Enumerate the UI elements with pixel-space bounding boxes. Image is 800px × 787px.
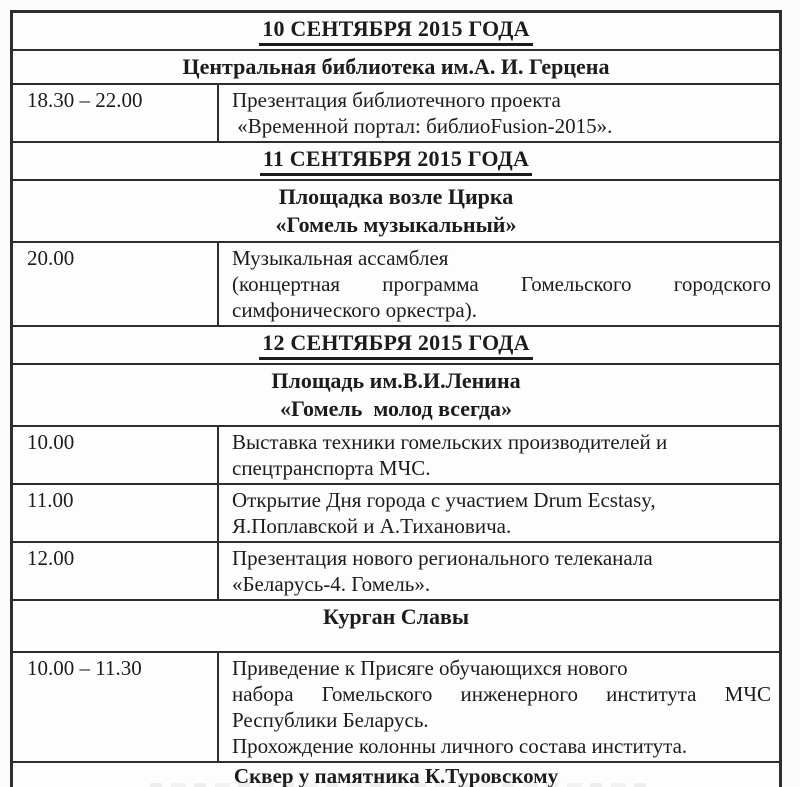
venue-row [13,601,779,653]
description-line: (концертная программа Гомельского городского [232,272,771,296]
event-row [13,85,779,143]
event-time: 10.00 [13,427,219,483]
event-time: 18.30 – 22.00 [13,85,219,141]
event-description [219,85,779,141]
event-row [13,485,779,543]
cutoff-text-sliver [150,783,650,787]
event-row [13,243,779,327]
event-description [219,543,779,599]
event-description [219,243,779,325]
event-row [13,653,779,763]
venue-line: «Гомель молод всегда» [279,396,513,421]
event-row [13,543,779,601]
venue-line: «Гомель музыкальный» [275,212,517,237]
venue-line: Площадка возле Цирка [278,184,514,209]
description-line: Музыкальная ассамблея [232,246,449,270]
event-time: 10.00 – 11.30 [13,653,219,761]
description-line: «Временной портал: библиоFusion-2015». [232,114,613,138]
description-line: Выставка техники гомельских производителей и [232,430,668,454]
date-header-row [13,327,779,365]
date-header-text: 12 СЕНТЯБРЯ 2015 ГОДА [259,329,532,360]
description-line: «Беларусь-4. Гомель». [232,572,431,596]
venue-row [13,51,779,85]
description-line: Презентация нового регионального телеканала [232,546,653,570]
description-line: спецтранспорта МЧС. [232,456,431,480]
description-line: Республики Беларусь. [232,708,429,732]
event-description [219,653,779,761]
description-line: Прохождение колонны личного состава института. [232,734,688,758]
venue-line: Центральная библиотека им.А. И. Герцена [182,54,610,79]
event-description [219,427,779,483]
event-time: 11.00 [13,485,219,541]
venue-row [13,365,779,427]
event-time: 20.00 [13,243,219,325]
description-line: набора Гомельского инженерного института МЧС [232,682,771,706]
venue-row [13,181,779,243]
description-line: Я.Поплавской и А.Тихановича. [232,514,512,538]
venue-line: Сквер у памятника К.Туровскому [233,764,559,787]
venue-line: Площадь им.В.И.Ленина [271,368,521,393]
date-header-row [13,143,779,181]
schedule-table [10,10,782,787]
description-line: Приведение к Присяге обучающихся нового [232,656,628,680]
event-time: 12.00 [13,543,219,599]
event-description [219,485,779,541]
description-line: Презентация библиотечного проекта [232,88,561,112]
description-line: симфонического оркестра). [232,298,477,322]
date-header-row [13,13,779,51]
date-header-text: 11 СЕНТЯБРЯ 2015 ГОДА [260,145,532,176]
venue-line: Курган Славы [322,604,470,629]
date-header-text: 10 СЕНТЯБРЯ 2015 ГОДА [259,15,532,46]
event-row [13,427,779,485]
description-line: Открытие Дня города с участием Drum Ecstasy, [232,488,656,512]
